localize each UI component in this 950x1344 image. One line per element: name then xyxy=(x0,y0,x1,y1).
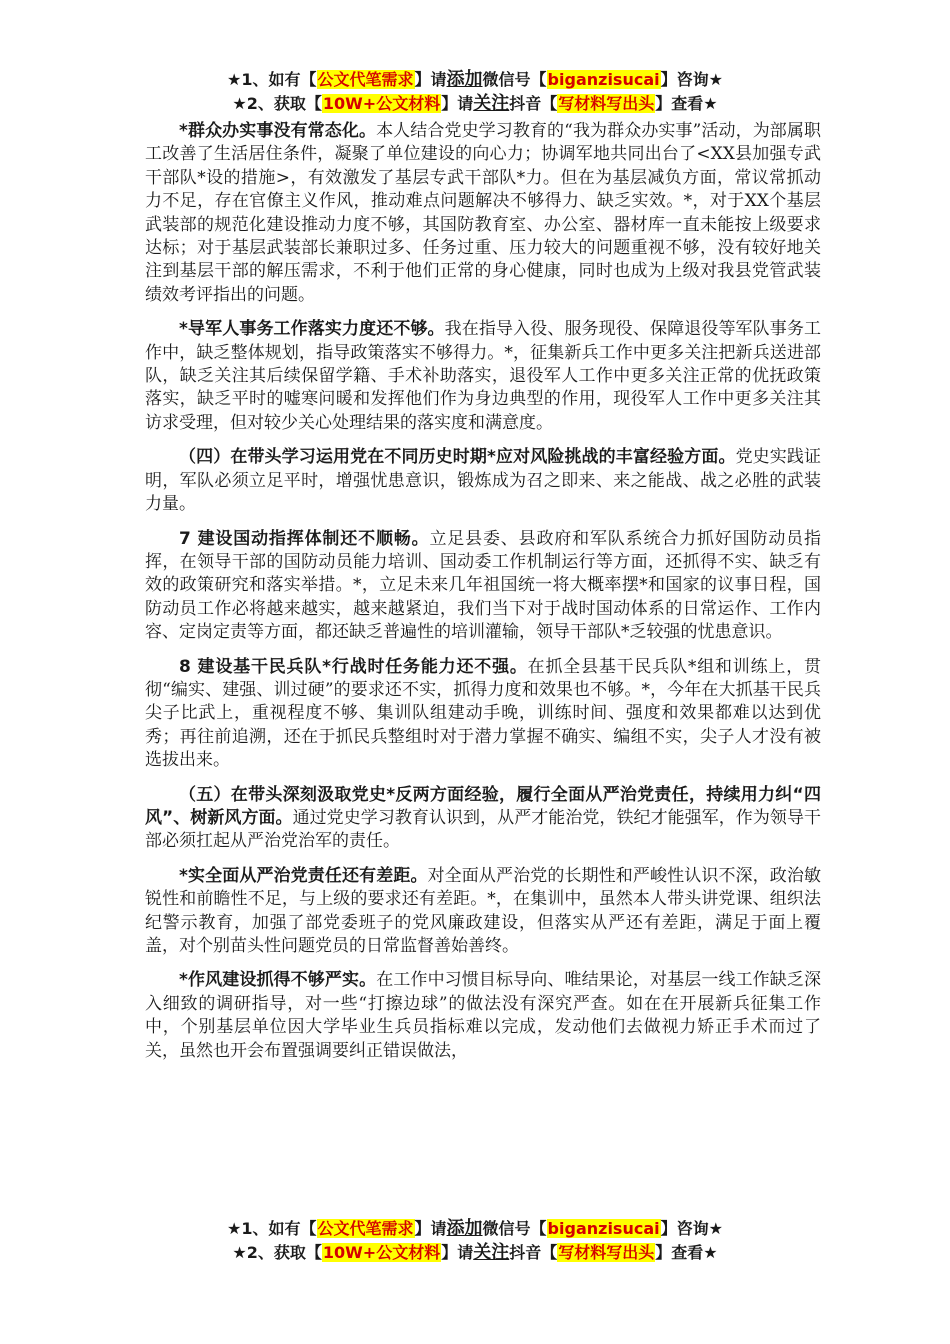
header-banner-line-2 xyxy=(0,92,950,116)
paragraph-text: 立足县委、县政府和军队系统合力抓好国防动员指挥，在领导干部的国防动员能力培训、国动委工作机制运行等方面，还抓得不实、缺乏有效的政策研究和落实举措。*，立足未来几年祖国统一将大概率摆*和国家的议事日程，国防动员工作必将越来越实，越来越紧迫，我们当下对于战时国动体系的日常运作、工作内容、定岗定责等方面，都还缺乏普遍性的培训灌输，领导干部队*乏较强的忧患意识。 xyxy=(145,528,822,643)
banner-text: 】查看★ xyxy=(655,1243,718,1262)
banner-highlight: 公文代笔需求 xyxy=(317,70,414,89)
banner-text: 】咨询★ xyxy=(660,70,723,89)
banner-text: ★2、获取【 xyxy=(232,94,322,113)
banner-text: 微信号【 xyxy=(482,1219,547,1238)
section-heading: （五）在带头深刻汲取党史*反两方面经验，履行全面从严治党责任，持续用力纠“四风”、树新风方面。 xyxy=(145,784,821,828)
banner-highlight: 10W+公文材料 xyxy=(322,1243,441,1262)
banner-text: ★2、获取【 xyxy=(232,1243,322,1262)
paragraph xyxy=(145,969,821,1063)
paragraph-heading: 7 建设国动指挥体制还不顺畅。 xyxy=(179,528,430,549)
banner-text: ★1、如有【 xyxy=(227,1219,317,1238)
paragraph-heading: *作风建设抓得不够严实。 xyxy=(179,970,377,991)
paragraph xyxy=(145,318,821,435)
banner-text: 】请 xyxy=(441,1243,474,1262)
banner-underlined: 关注 xyxy=(473,1242,510,1263)
paragraph-heading: 8 建设基干民兵队*行战时任务能力还不强。 xyxy=(179,656,528,677)
paragraph-heading: *实全面从严治党责任还有差距。 xyxy=(179,865,428,886)
section-heading: （四）在带头学习运用党在不同历史时期*应对风险挑战的丰富经验方面。 xyxy=(179,447,736,468)
banner-text: 】请 xyxy=(441,94,474,113)
paragraph xyxy=(145,784,821,854)
paragraph-heading: *群众办实事没有常态化。 xyxy=(179,121,377,141)
header-banner-line-1 xyxy=(0,68,950,92)
paragraph xyxy=(145,120,821,307)
paragraph xyxy=(145,528,821,645)
paragraph-heading: *导军人事务工作落实力度还不够。 xyxy=(179,319,445,340)
douyin-id-highlight: 写材料写出头 xyxy=(558,1243,655,1262)
paragraph-text: 对全面从严治党的长期性和严峻性认识不深，政治敏锐性和前瞻性不足，与上级的要求还有差距。*，在集训中，虽然本人带头讲党课、组织法纪警示教育，加强了部党委班子的党风廉政建设，但落实从严还有差距，满足于面上覆盖，对个别苗头性问题党员的日常监督善始善终。 xyxy=(145,865,822,956)
wechat-id-highlight: biganzisucai xyxy=(547,1219,660,1238)
banner-underlined: 关注 xyxy=(473,93,510,114)
paragraph-text: 在抓全县基干民兵队*组和训练上，贯彻“编实、建强、训过硬”的要求还不实，抓得力度和效果也不够。*，今年在大抓基干民兵尖子比武上，重视程度不够、集训队组建动手晚，训练时间、强度和效果都难以达到优秀；再往前追溯，还在于抓民兵整组时对于潜力掌握不确实、编组不实，尖子人才没有被选拔出来。 xyxy=(145,656,821,771)
banner-text: 抖音【 xyxy=(509,1243,558,1262)
paragraph xyxy=(145,656,821,773)
banner-underlined: 添加 xyxy=(446,1218,483,1239)
banner-text: 微信号【 xyxy=(482,70,547,89)
banner-text: 】请 xyxy=(414,70,447,89)
banner-text: 抖音【 xyxy=(509,94,558,113)
paragraph-text: 我在指导入役、服务现役、保障退役等军队事务工作中，缺乏整体规划，指导政策落实不够得力。*，征集新兵工作中更多关注把新兵送进部队，缺乏关注其后续保留学籍、手术补助落实，退役军人工作中更多关注正常的优抚政策落实，缺乏平时的嘘寒问暖和发挥他们作为身边典型的作用，现役军人工作中更多关注其访求受理，但对较少关心处理结果的落实度和满意度。 xyxy=(145,319,822,433)
douyin-id-highlight: 写材料写出头 xyxy=(558,94,655,113)
paragraph xyxy=(145,446,821,516)
paragraph-text: 在工作中习惯目标导向、唯结果论，对基层一线工作缺乏深入细致的调研指导，对一些“打擦边球”的做法没有深究严查。如在在开展新兵征集工作中，个别基层单位因大学毕业生兵员指标难以完成，发动他们去做视力矫正手术而过了关，虽然也开会布置强调要纠正错误做法， xyxy=(145,970,822,1061)
paragraph-text: 本人结合党史学习教育的“我为群众办实事”活动，为部属职工改善了生活居住条件，凝聚了单位建设的向心力；协调军地共同出台了<XX县加强专武干部队*设的措施>，有效激发了基层专武干部队*力。但在为基层减负方面，常议常抓动力不足，存在官僚主义作风，推动难点问题解决不够得力、缺乏实效。*，对于XX个基层武装部的规范化建设推动力度不够，其国防教育室、办公室、器材库一直未能按上级要求达标；对于基层武装部长兼职过多、任务过重、压力较大的问题重视不够，没有较好地关注到基层干部的解压需求，不利于他们正常的身心健康，同时也成为上级对我县党管武装绩效考评指出的问题。 xyxy=(145,121,822,305)
banner-highlight: 公文代笔需求 xyxy=(317,1219,414,1238)
banner-text: 】查看★ xyxy=(655,94,718,113)
footer-banner-line-1 xyxy=(0,1217,950,1241)
document-body xyxy=(145,120,821,1074)
banner-text: 】请 xyxy=(414,1219,447,1238)
paragraph-text: 党史实践证明，军队必须立足平时，增强忧患意识，锻炼成为召之即来、来之能战、战之必胜的武装力量。 xyxy=(145,447,822,515)
footer-banner-line-2 xyxy=(0,1241,950,1265)
banner-highlight: 10W+公文材料 xyxy=(322,94,441,113)
paragraph-text: 通过党史学习教育认识到，从严才能治党，铁纪才能强军，作为领导干部必须扛起从严治党治军的责任。 xyxy=(145,807,821,852)
wechat-id-highlight: biganzisucai xyxy=(547,70,660,89)
paragraph xyxy=(145,865,821,959)
banner-text: 】咨询★ xyxy=(660,1219,723,1238)
banner-text: ★1、如有【 xyxy=(227,70,317,89)
banner-underlined: 添加 xyxy=(446,69,483,90)
